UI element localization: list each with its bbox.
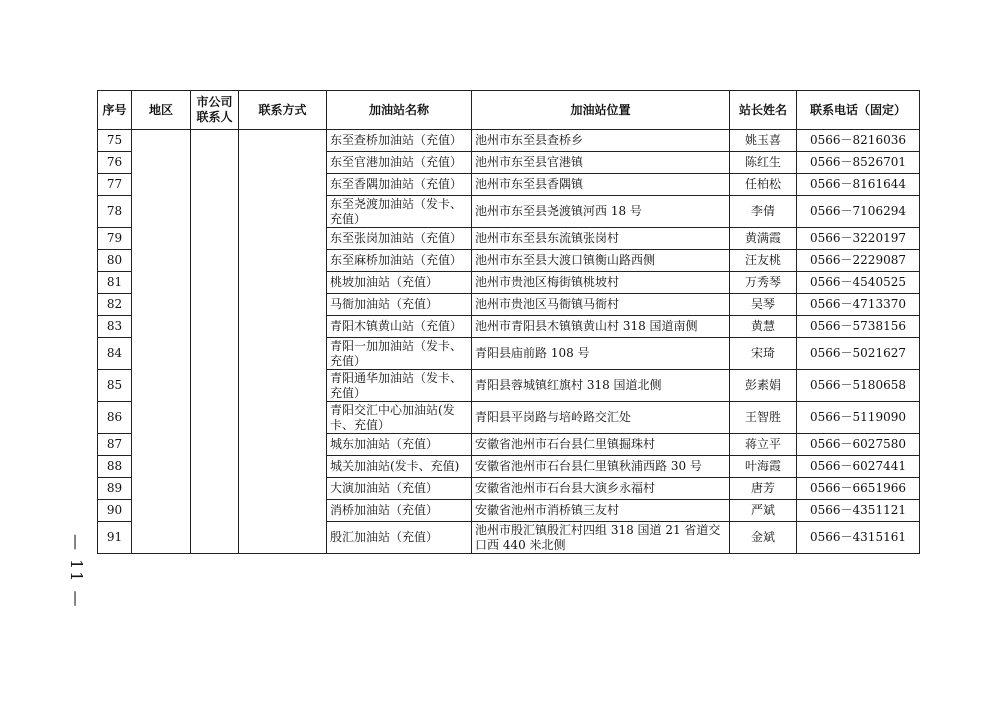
row-index: 82 xyxy=(98,294,132,316)
station-name: 大演加油站（充值） xyxy=(327,478,472,500)
header-manager-name: 站长姓名 xyxy=(730,91,797,130)
station-name: 马衙加油站（充值） xyxy=(327,294,472,316)
station-location: 安徽省池州市消桥镇三友村 xyxy=(472,500,730,522)
station-name: 殷汇加油站（充值） xyxy=(327,522,472,554)
phone-number: 0566－6027441 xyxy=(797,456,920,478)
header-station-location: 加油站位置 xyxy=(472,91,730,130)
station-location: 安徽省池州市石台县仁里镇掘珠村 xyxy=(472,434,730,456)
row-index: 78 xyxy=(98,196,132,228)
station-name: 青阳交汇中心加油站(发卡、充值） xyxy=(327,402,472,434)
station-name: 城关加油站(发卡、充值) xyxy=(327,456,472,478)
row-index: 79 xyxy=(98,228,132,250)
row-index: 87 xyxy=(98,434,132,456)
manager-name: 黄满霞 xyxy=(730,228,797,250)
row-index: 76 xyxy=(98,152,132,174)
header-contact-method: 联系方式 xyxy=(239,91,327,130)
manager-name: 姚玉喜 xyxy=(730,130,797,152)
station-location: 青阳县平岗路与培岭路交汇处 xyxy=(472,402,730,434)
phone-number: 0566－6027580 xyxy=(797,434,920,456)
row-index: 85 xyxy=(98,370,132,402)
manager-name: 宋琦 xyxy=(730,338,797,370)
station-name: 消桥加油站（充值） xyxy=(327,500,472,522)
manager-name: 叶海霞 xyxy=(730,456,797,478)
phone-number: 0566－3220197 xyxy=(797,228,920,250)
gas-station-table xyxy=(97,90,920,554)
manager-name: 汪友桃 xyxy=(730,250,797,272)
phone-number: 0566－8526701 xyxy=(797,152,920,174)
phone-number: 0566－4540525 xyxy=(797,272,920,294)
phone-number: 0566－5119090 xyxy=(797,402,920,434)
station-location: 池州市殷汇镇殷汇村四组 318 国道 21 省道交口西 440 米北侧 xyxy=(472,522,730,554)
header-company-contact: 市公司联系人 xyxy=(191,91,239,130)
row-index: 91 xyxy=(98,522,132,554)
station-location: 池州市东至县官港镇 xyxy=(472,152,730,174)
row-index: 83 xyxy=(98,316,132,338)
station-location: 池州市东至县东流镇张岗村 xyxy=(472,228,730,250)
phone-number: 0566－6651966 xyxy=(797,478,920,500)
manager-name: 唐芳 xyxy=(730,478,797,500)
station-name: 东至张岗加油站（充值） xyxy=(327,228,472,250)
header-index: 序号 xyxy=(98,91,132,130)
contact-method-cell xyxy=(239,130,327,554)
header-phone: 联系电话（固定） xyxy=(797,91,920,130)
phone-number: 0566－4713370 xyxy=(797,294,920,316)
station-name: 青阳一加加油站（发卡、充值） xyxy=(327,338,472,370)
station-name: 城东加油站（充值） xyxy=(327,434,472,456)
manager-name: 蒋立平 xyxy=(730,434,797,456)
phone-number: 0566－5738156 xyxy=(797,316,920,338)
station-name: 东至尧渡加油站（发卡、充值） xyxy=(327,196,472,228)
station-location: 青阳县蓉城镇红旗村 318 国道北侧 xyxy=(472,370,730,402)
station-name: 东至香隅加油站（充值） xyxy=(327,174,472,196)
station-name: 青阳木镇黄山站（充值） xyxy=(327,316,472,338)
manager-name: 黄慧 xyxy=(730,316,797,338)
phone-number: 0566－7106294 xyxy=(797,196,920,228)
header-region: 地区 xyxy=(132,91,191,130)
manager-name: 陈红生 xyxy=(730,152,797,174)
manager-name: 金斌 xyxy=(730,522,797,554)
table-row xyxy=(98,130,920,152)
station-location: 池州市贵池区梅街镇桃坡村 xyxy=(472,272,730,294)
station-location: 安徽省池州市石台县大演乡永福村 xyxy=(472,478,730,500)
row-index: 88 xyxy=(98,456,132,478)
row-index: 75 xyxy=(98,130,132,152)
row-index: 89 xyxy=(98,478,132,500)
manager-name: 彭素娟 xyxy=(730,370,797,402)
station-name: 桃坡加油站（充值） xyxy=(327,272,472,294)
manager-name: 李倩 xyxy=(730,196,797,228)
phone-number: 0566－2229087 xyxy=(797,250,920,272)
manager-name: 王智胜 xyxy=(730,402,797,434)
station-name: 东至麻桥加油站（充值） xyxy=(327,250,472,272)
region-cell xyxy=(132,130,191,554)
phone-number: 0566－4315161 xyxy=(797,522,920,554)
manager-name: 吴琴 xyxy=(730,294,797,316)
manager-name: 严斌 xyxy=(730,500,797,522)
station-location: 池州市东至县香隅镇 xyxy=(472,174,730,196)
row-index: 90 xyxy=(98,500,132,522)
row-index: 80 xyxy=(98,250,132,272)
phone-number: 0566－5021627 xyxy=(797,338,920,370)
phone-number: 0566－5180658 xyxy=(797,370,920,402)
table-header-row xyxy=(98,91,920,130)
manager-name: 任柏松 xyxy=(730,174,797,196)
company-contact-cell xyxy=(191,130,239,554)
station-location: 池州市东至县尧渡镇河西 18 号 xyxy=(472,196,730,228)
phone-number: 0566－8161644 xyxy=(797,174,920,196)
phone-number: 0566－4351121 xyxy=(797,500,920,522)
station-location: 池州市东至县查桥乡 xyxy=(472,130,730,152)
header-station-name: 加油站名称 xyxy=(327,91,472,130)
manager-name: 万秀琴 xyxy=(730,272,797,294)
station-name: 青阳通华加油站（发卡、充值） xyxy=(327,370,472,402)
row-index: 81 xyxy=(98,272,132,294)
station-location: 青阳县庙前路 108 号 xyxy=(472,338,730,370)
station-location: 安徽省池州市石台县仁里镇秋浦西路 30 号 xyxy=(472,456,730,478)
row-index: 84 xyxy=(98,338,132,370)
station-location: 池州市东至县大渡口镇衡山路西侧 xyxy=(472,250,730,272)
row-index: 86 xyxy=(98,402,132,434)
station-name: 东至官港加油站（充值） xyxy=(327,152,472,174)
station-location: 池州市贵池区马衙镇马衙村 xyxy=(472,294,730,316)
phone-number: 0566－8216036 xyxy=(797,130,920,152)
station-name: 东至查桥加油站（充值） xyxy=(327,130,472,152)
row-index: 77 xyxy=(98,174,132,196)
page-number: — 11 — xyxy=(67,534,86,609)
station-location: 池州市青阳县木镇镇黄山村 318 国道南侧 xyxy=(472,316,730,338)
